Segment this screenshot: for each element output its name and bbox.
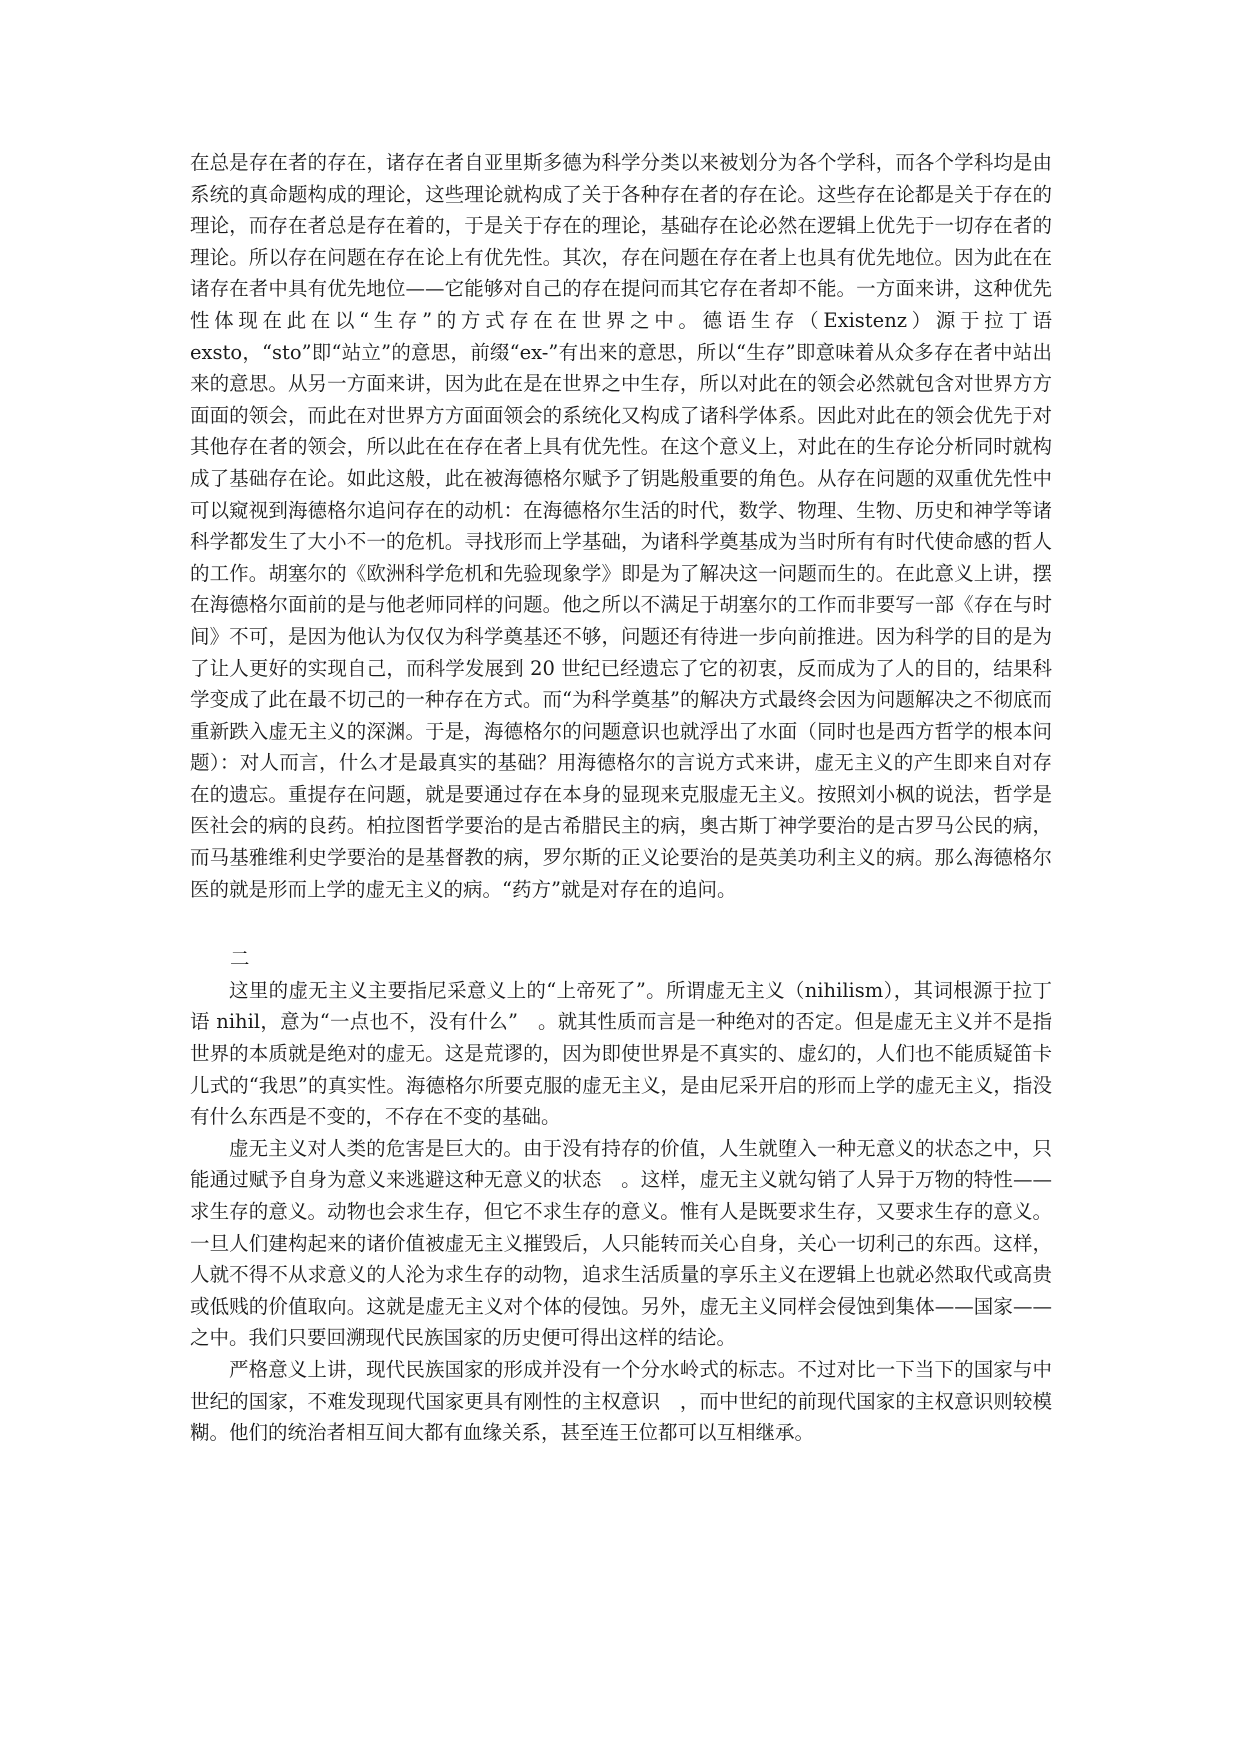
body-paragraph: 严格意义上讲，现代民族国家的形成并没有一个分水岭式的标志。不过对比一下当下的国家与中世纪的国家，不难发现现代国家更具有刚性的主权意识 ，而中世纪的前现代国家的主权意识则较模糊。他们的统治者相互间大都有血缘关系，甚至连王位都可以互相继承。	[190, 1357, 1052, 1445]
body-paragraph: 在总是存在者的存在，诸存在者自亚里斯多德为科学分类以来被划分为各个学科，而各个学科均是由系统的真命题构成的理论，这些理论就构成了关于各种存在者的存在论。这些存在论都是关于存在的理论，而存在者总是存在着的，于是关于存在的理论，基础存在论必然在逻辑上优先于一切存在者的理论。所以存在问题在存在论上有优先性。其次，存在问题在存在者上也具有优先地位。因为此在在诸存在者中具有优先地位——它能够对自己的存在提问而其它存在者却不能。一方面来讲，这种优先性体现在此在以“生存”的方式存在在世界之中。德语生存（Existenz）源于拉丁语 exsto，“sto”即“站立”的意思，前缀“ex-”有出来的意思，所以“生存”即意味着从众多存在者中站出来的意思。从另一方面来讲，因为此在是在世界之中生存，所以对此在的领会必然就包含对世界方方面面的领会，而此在对世界方方面面领会的系统化又构成了诸科学体系。因此对此在的领会优先于对其他存在者的领会，所以此在在存在者上具有优先性。在这个意义上，对此在的生存论分析同时就构成了基础存在论。如此这般，此在被海德格尔赋予了钥匙般重要的角色。从存在问题的双重优先性中可以窥视到海德格尔追问存在的动机：在海德格尔生活的时代，数学、物理、生物、历史和神学等诸科学都发生了大小不一的危机。寻找形而上学基础，为诸科学奠基成为当时所有有时代使命感的哲人的工作。胡塞尔的《欧洲科学危机和先验现象学》即是为了解决这一问题而生的。在此意义上讲，摆在海德格尔面前的是与他老师同样的问题。他之所以不满足于胡塞尔的工作而非要写一部《存在与时间》不可，是因为他认为仅仅为科学奠基还不够，问题还有待进一步向前推进。因为科学的目的是为了让人更好的实现自己，而科学发展到 20 世纪已经遗忘了它的初衷，反而成为了人的目的，结果科学变成了此在最不切己的一种存在方式。而“为科学奠基”的解决方式最终会因为问题解决之不彻底而重新跌入虚无主义的深渊。于是，海德格尔的问题意识也就浮出了水面（同时也是西方哲学的根本问题）：对人而言，什么才是最真实的基础？用海德格尔的言说方式来讲，虚无主义的产生即来自对存在的遗忘。重提存在问题，就是要通过存在本身的显现来克服虚无主义。按照刘小枫的说法，哲学是医社会的病的良药。柏拉图哲学要治的是古希腊民主的病，奥古斯丁神学要治的是古罗马公民的病，而马基雅维利史学要治的是基督教的病，罗尔斯的正义论要治的是英美功利主义的病。那么海德格尔医的就是形而上学的虚无主义的病。“药方”就是对存在的追问。	[190, 151, 1052, 901]
document-page	[190, 147, 1052, 1449]
section-heading: 二	[230, 947, 250, 971]
body-paragraph: 虚无主义对人类的危害是巨大的。由于没有持存的价值，人生就堕入一种无意义的状态之中，只能通过赋予自身为意义来逃避这种无意义的状态 。这样，虚无主义就勾销了人异于万物的特性——求生存的意义。动物也会求生存，但它不求生存的意义。惟有人是既要求生存，又要求生存的意义。一旦人们建构起来的诸价值被虚无主义摧毁后，人只能转而关心自身，关心一切利己的东西。这样，人就不得不从求意义的人沦为求生存的动物，追求生活质量的享乐主义在逻辑上也就必然取代或高贵或低贱的价值取向。这就是虚无主义对个体的侵蚀。另外，虚无主义同样会侵蚀到集体——国家——之中。我们只要回溯现代民族国家的历史便可得出这样的结论。	[190, 1136, 1052, 1350]
body-paragraph: 这里的虚无主义主要指尼采意义上的“上帝死了”。所谓虚无主义（nihilism），其词根源于拉丁语 nihil，意为“一点也不，没有什么” 。就其性质而言是一种绝对的否定。但是虚无主义并不是指世界的本质就是绝对的虚无。这是荒谬的，因为即使世界是不真实的、虚幻的，人们也不能质疑笛卡儿式的“我思”的真实性。海德格尔所要克服的虚无主义，是由尼采开启的形而上学的虚无主义，指没有什么东西是不变的，不存在不变的基础。	[190, 978, 1052, 1129]
